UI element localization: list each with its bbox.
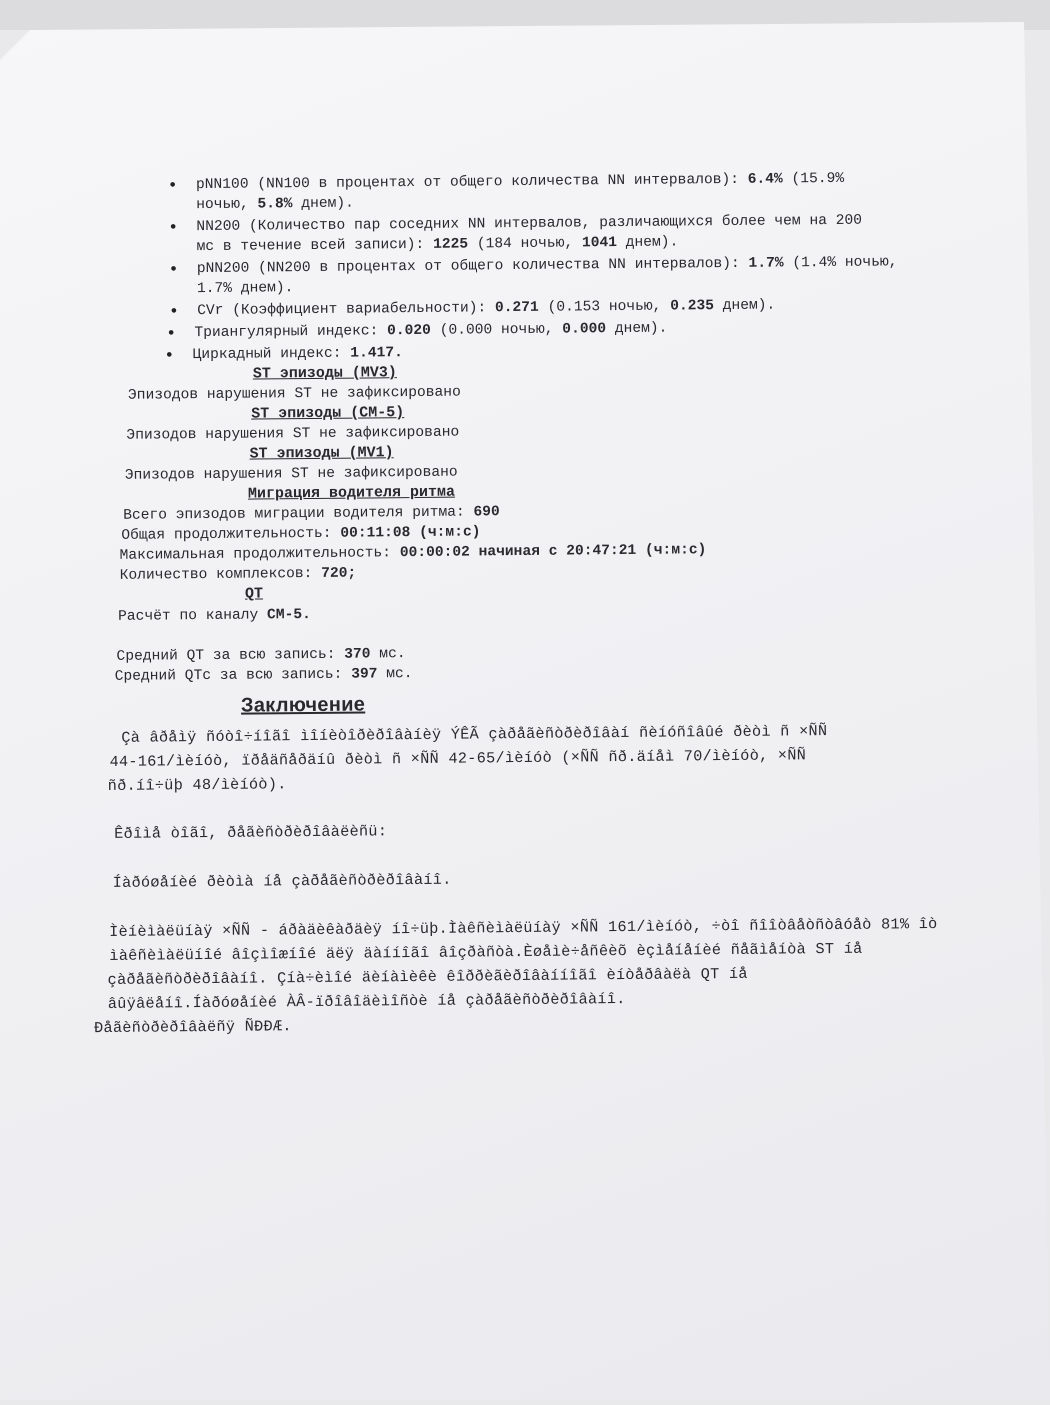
nn200-day: днем).: [625, 234, 679, 251]
qt-channel: [118, 605, 311, 627]
migration-heading: Миграция водителя ритма: [247, 483, 456, 503]
pnn200-value: 1.7%: [748, 255, 784, 272]
tri-day: днем).: [614, 320, 668, 338]
bullet-pnn100: [167, 169, 845, 195]
nn200-value: 1225: [432, 236, 469, 253]
bullet-triangular: [166, 319, 668, 344]
pnn100-value: 6.4%: [747, 171, 783, 188]
tri-day-value: 0.000: [562, 321, 607, 338]
qt-average-label: Средний QT за всю запись:: [116, 646, 336, 665]
cvr-label: CVr (Коэффициент вариабельности):: [197, 300, 487, 320]
migration-duration-label: Общая продолжительность:: [121, 525, 332, 544]
st-cm5-text: Эпизодов нарушения ST не зафиксировано: [126, 424, 460, 444]
circ-value: 1.417.: [350, 345, 403, 362]
qtc-average: [115, 664, 413, 687]
conclusion-line: 44-161/ìèíóò, ïðåäñåðäíû ðèòì ñ ×ÑÑ 42-65/ìèíóò (×ÑÑ ñð.äíåì 70/ìèíóò, ×ÑÑ: [109, 746, 807, 771]
conclusion-line: ìàêñèìàëüíîé âîçìîæíîé äëÿ äàííîãî âîçðàñòà.Èøåìè÷åñêèõ èçìåíåíèé ñåãìåíòà ST íå: [109, 939, 863, 965]
bullet-cvr: [169, 296, 776, 322]
pnn200-line2: [197, 278, 294, 299]
pnn100-line2: [196, 194, 354, 216]
qt-average: [116, 644, 405, 667]
qt-average-value: 370: [344, 646, 371, 663]
qt-heading: QT: [244, 585, 264, 603]
qt-channel-value: CM-5.: [266, 607, 311, 624]
nn200-line2: [197, 232, 679, 257]
cvr-day-value: 0.235: [670, 298, 715, 315]
st-mv3-text: Эпизодов нарушения ST не зафиксировано: [127, 384, 461, 404]
conclusion-line: çàðåãèñòðèðîâàíî. Çíà÷èìîé äèíàìèêè êîððèãèðîâàííîãî èíòåðâàëà QT íå: [107, 964, 748, 989]
bullet-icon: •: [164, 345, 175, 365]
conclusion-line: Íàðóøåíèé ðèòìà íå çàðåãèñòðèðîâàíî.: [112, 870, 452, 892]
migration-duration-unit: (ч:м:с): [419, 524, 481, 541]
circ-label: Циркадный индекс:: [192, 345, 342, 364]
tri-night: ночью,: [500, 321, 554, 339]
conclusion-line: Çà âðåìÿ ñóòî÷íîãî ìîíèòîðèðîâàíèÿ ÝÊÃ çàðåãèñòðèðîâàí ñèíóñîâûé ðèòì ñ ×ÑÑ: [121, 722, 828, 747]
conclusion-heading: Заключение: [240, 693, 366, 717]
pnn100-rest: (15.9%: [791, 170, 845, 188]
pnn200-label: pNN200 (NN200 в процентах от общего количества NN интервалов):: [196, 255, 740, 278]
conclusion-line: Ìèíèìàëüíàÿ ×ÑÑ - áðàäèêàðäèÿ íî÷üþ.Ìàêñèìàëüíàÿ ×ÑÑ 161/ìèíóò, ÷òî ñîîòâåòñòâóåò 81% îò: [109, 915, 938, 941]
tri-label: Триангулярный индекс:: [194, 323, 379, 342]
qtc-average-label: Средний QTc за всю запись:: [114, 666, 343, 685]
pnn200-day-value: 1.7%: [196, 280, 233, 298]
pnn200-night-value: (1.4%: [792, 254, 837, 272]
pnn100-night: ночью,: [196, 196, 249, 214]
nn200-day-value: 1041: [581, 235, 618, 252]
migration-duration-value: 00:11:08: [340, 525, 411, 542]
tri-value: 0.020: [387, 322, 431, 340]
pnn100-day: днем).: [301, 195, 354, 213]
conclusion-line: âûÿâëåíî.Íàðóøåíèé ÀÂ-ïðîâîäèìîñòè íå çàðåãèñòðèðîâàíî.: [107, 990, 626, 1013]
migration-count-value: 720;: [321, 565, 357, 582]
qt-average-unit: мс.: [379, 646, 406, 663]
migration-count-label: Количество комплексов:: [119, 565, 313, 584]
bullet-icon: •: [168, 259, 179, 279]
cvr-value: 0.271: [494, 299, 539, 317]
bullet-pnn200: [168, 252, 898, 279]
migration-total-value: 690: [473, 504, 500, 521]
bullet-icon: •: [168, 217, 178, 237]
st-mv1-text: Эпизодов нарушения ST не зафиксировано: [124, 464, 458, 484]
conclusion-line: ñð.íî÷üþ 48/ìèíóò).: [107, 775, 287, 795]
bullet-icon: •: [169, 301, 179, 321]
qtc-average-value: 397: [351, 666, 378, 683]
conclusion-line: Ðåãèñòðèðîâàëñÿ ÑÐÐÆ.: [94, 1017, 292, 1038]
migration-count: [120, 564, 357, 586]
cvr-night: ночью,: [608, 298, 662, 316]
pnn100-day-value: 5.8%: [257, 196, 293, 213]
tri-night-value: (0.000: [439, 322, 493, 339]
bullet-circadian: [164, 343, 403, 365]
nn200-label: NN200 (Количество пар соседних NN интервалов, различающихся более чем на 200: [196, 212, 863, 236]
migration-total-label: Всего эпизодов миграции водителя ритма:: [123, 504, 465, 524]
pnn100-label: pNN100 (NN100 в процентах от общего количества NN интервалов):: [195, 171, 740, 194]
migration-max: [119, 540, 706, 566]
nn200-night: (184 ночью,: [476, 235, 574, 253]
st-mv1-heading: ST эпизоды (MV1): [249, 444, 394, 463]
st-mv3-heading: ST эпизоды (MV3): [252, 364, 397, 383]
qt-channel-label: Расчёт по каналу: [118, 607, 259, 625]
bullet-icon: •: [166, 323, 176, 343]
bullet-icon: •: [167, 175, 178, 195]
cvr-night-value: (0.153: [547, 299, 601, 316]
pnn200-night: ночью,: [844, 254, 898, 271]
st-cm5-heading: ST эпизоды (CM-5): [251, 404, 405, 423]
qtc-average-unit: мс.: [386, 666, 413, 683]
pnn200-day: днем).: [240, 280, 294, 297]
cvr-day: днем).: [722, 297, 776, 315]
migration-max-label: Максимальная продолжительность:: [119, 545, 392, 564]
nn200-label2: мс в течение всей записи):: [196, 236, 425, 256]
migration-max-value: 00:00:02 начиная с 20:47:21 (ч:м:с): [399, 542, 707, 562]
conclusion-line: Êðîìå òîãî, ðåãèñòðèðîâàëèñü:: [114, 822, 388, 843]
